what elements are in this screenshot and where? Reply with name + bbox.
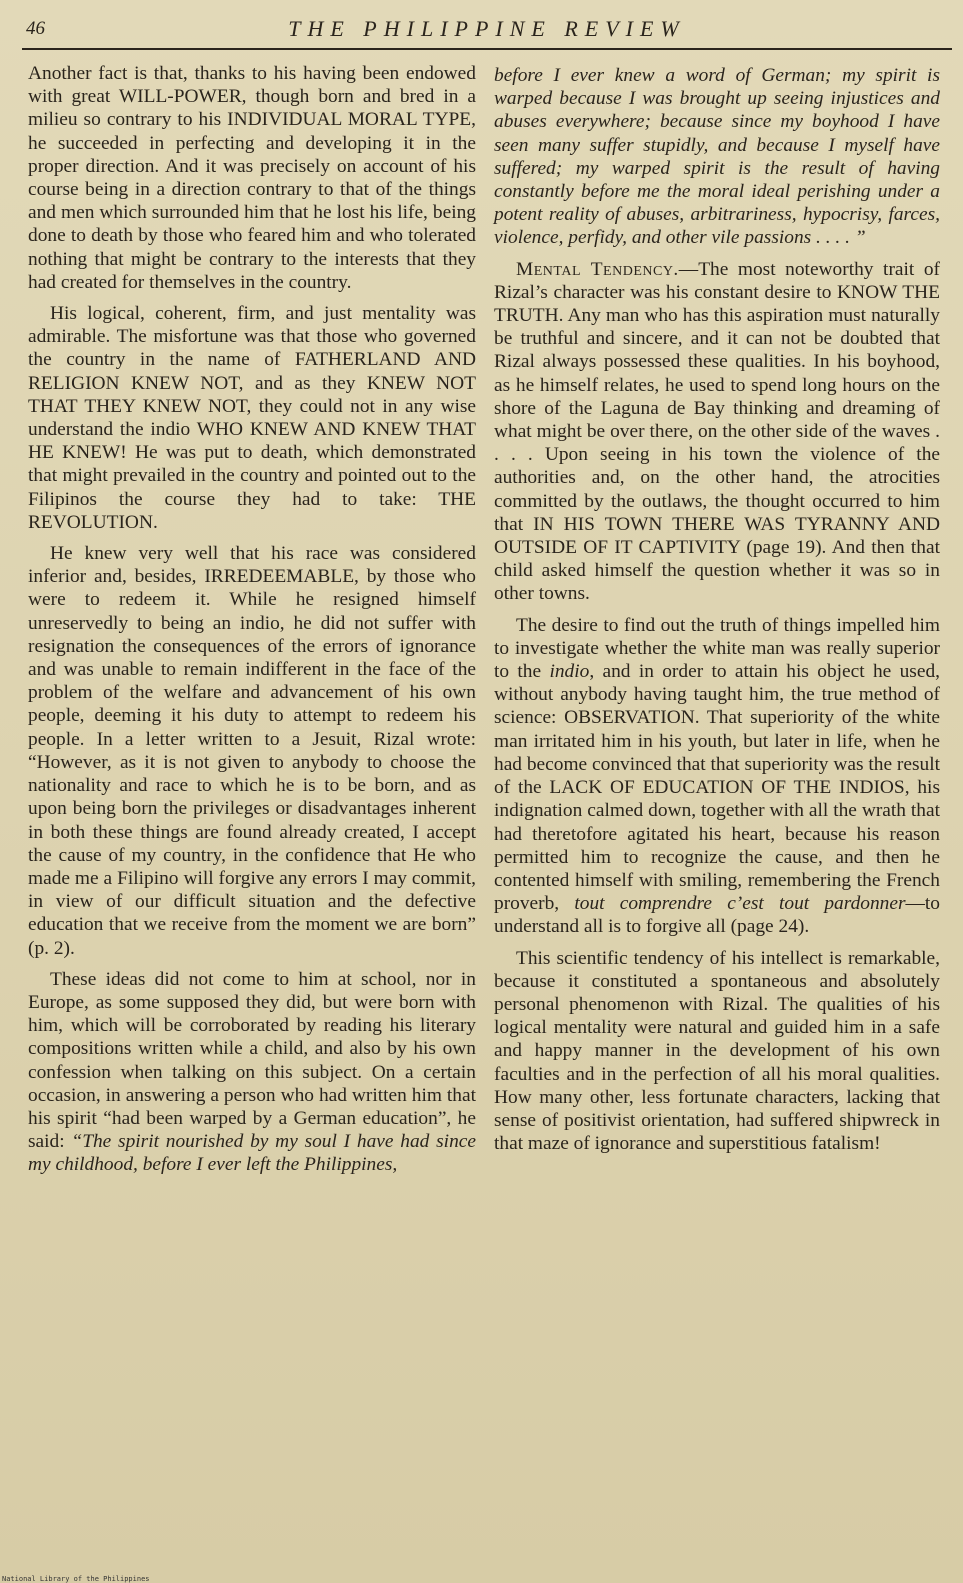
quote-continuation: before I ever knew a word of German; my spirit is warped because I was brought up seeing injustices and abuses everywhere; because since my boyhood I have seen many suffer stupidly, and because I myself have suffered; my warped spirit is the result of having constantly before me the moral ideal perishing under a potent reality of abuses, arbitrariness, hypocrisy, farces, violence, perfidy, and other vile passions . . . . ” xyxy=(494,65,940,249)
right-column xyxy=(494,64,940,1163)
paragraph-text: The desire to find out the truth of things impelled him to investigate whether the white man was really superior to the xyxy=(494,614,940,683)
french-proverb: tout comprendre c’est tout pardonner xyxy=(574,893,906,915)
page-number: 46 xyxy=(26,18,45,39)
page-header xyxy=(22,14,952,50)
paragraph: This scientific tendency of his intellect is remarkable, because it constituted a spontaneous and absolutely personal phenomenon with Rizal. The qualities of his logical mentality were natural and guided him in a safe and happy manner in the development of his own faculties and in the perfection of all his moral qualities. How many other, less fortunate characters, lacking that sense of positivist orientation, had suffered shipwreck in that maze of ignorance and superstitious fatalism! xyxy=(494,947,940,1155)
library-credit: National Library of the Philippines xyxy=(2,1575,150,1583)
paragraph: He knew very well that his race was considered inferior and, besides, IRREDEEMABLE, by those who were to redeem it. While he resigned himself unreservedly to being an indio, he did not suffer with resignation the consequences of the errors of ignorance and was unable to remain indifferent in the face of the problem of the welfare and advancement of his own people, deeming it his duty to attempt to redeem his people. In a letter written to a Jesuit, Rizal wrote: “However, as it is not given to anybody to choose the nationality and race to which he is to be born, and as upon being born the privileges or disadvantages inherent in both these things are found already created, I accept the cause of my country, in the confidence that He who made me a Filipino will forgive any errors I may commit, in view of our difficult situation and the defective education that we receive from the moment we are born” (p. 2). xyxy=(28,543,476,959)
paragraph-text: , and in order to attain his object he used, without anybody having taught him, the true method of science: OBSERVATION. That superiority of the white man irritated him in his youth, but later in life, when he had become convinced that that superiority was the result of the LACK OF EDUCATION OF THE INDIOS, his indignation calmed down, together with all the wrath that had theretofore agitated his heart, because his reason permitted him to recognize the cause, and then he contented himself with smiling, remembering the French proverb, xyxy=(494,661,940,915)
paragraph xyxy=(28,968,476,1177)
quoted-text: “The spirit nourished by my soul I have had since my childhood, before I ever left the Philippines, xyxy=(28,1131,476,1176)
paragraph-text: These ideas did not come to him at school, nor in Europe, as some supposed they did, but were born with him, which will be corroborated by reading his literary compositions written while a child, and also by his own confession when talking on this subject. On a certain occasion, in answering a person who had written him that his spirit “had been warped by a German education”, he said: xyxy=(28,968,476,1153)
paragraph: His logical, coherent, firm, and just mentality was admirable. The misfortune was that those who governed the country in the name of FATHERLAND AND RELIGION KNEW NOT, and as they KNEW NOT THAT THEY KNEW NOT, they could not in any wise understand the indio WHO KNEW AND KNEW THAT HE KNEW! He was put to death, which demonstrated that might prevailed in the country and pointed out to the Filipinos the course they had to take: THE REVOLUTION. xyxy=(28,303,476,533)
paragraph-text: —to understand all is to forgive all (page 24). xyxy=(494,893,941,938)
paragraph xyxy=(494,258,940,606)
journal-title: THE PHILIPPINE REVIEW xyxy=(288,16,686,41)
italic-term: indio xyxy=(549,661,590,683)
paragraph xyxy=(494,614,940,939)
paragraph: Another fact is that, thanks to his having been endowed with great WILL-POWER, though born and bred in a milieu so contrary to his INDIVIDUAL MORAL TYPE, he succeeded in perfecting and developing it in the proper direction. And it was precisely on account of his course being in a direction contrary to that of the things and men which surrounded him that he lost his life, being done to death by those who feared him and who tolerated nothing that might be contrary to the interests that they had created for themselves in the country. xyxy=(28,63,476,293)
paragraph-text: —The most noteworthy trait of Rizal’s character was his constant desire to KNOW THE TRUTH. Any man who has this aspiration must naturally be truthful and sincere, and it can not be doubted that Rizal always possessed these qualities. In his boyhood, as he himself relates, he used to spend long hours on the shore of the Laguna de Bay thinking and dreaming of what might be over there, on the other side of the waves . . . . Upon seeing in his town the violence of the authorities and, on the other hand, the atrocities committed by the outlaws, the thought occurred to him that IN HIS TOWN THERE WAS TYRANNY AND OUTSIDE OF IT CAPTIVITY (page 19). And then that child asked himself the question whether it was so in other towns. xyxy=(494,258,940,605)
section-heading: Mental Tendency. xyxy=(516,258,679,280)
left-column xyxy=(28,62,476,1185)
